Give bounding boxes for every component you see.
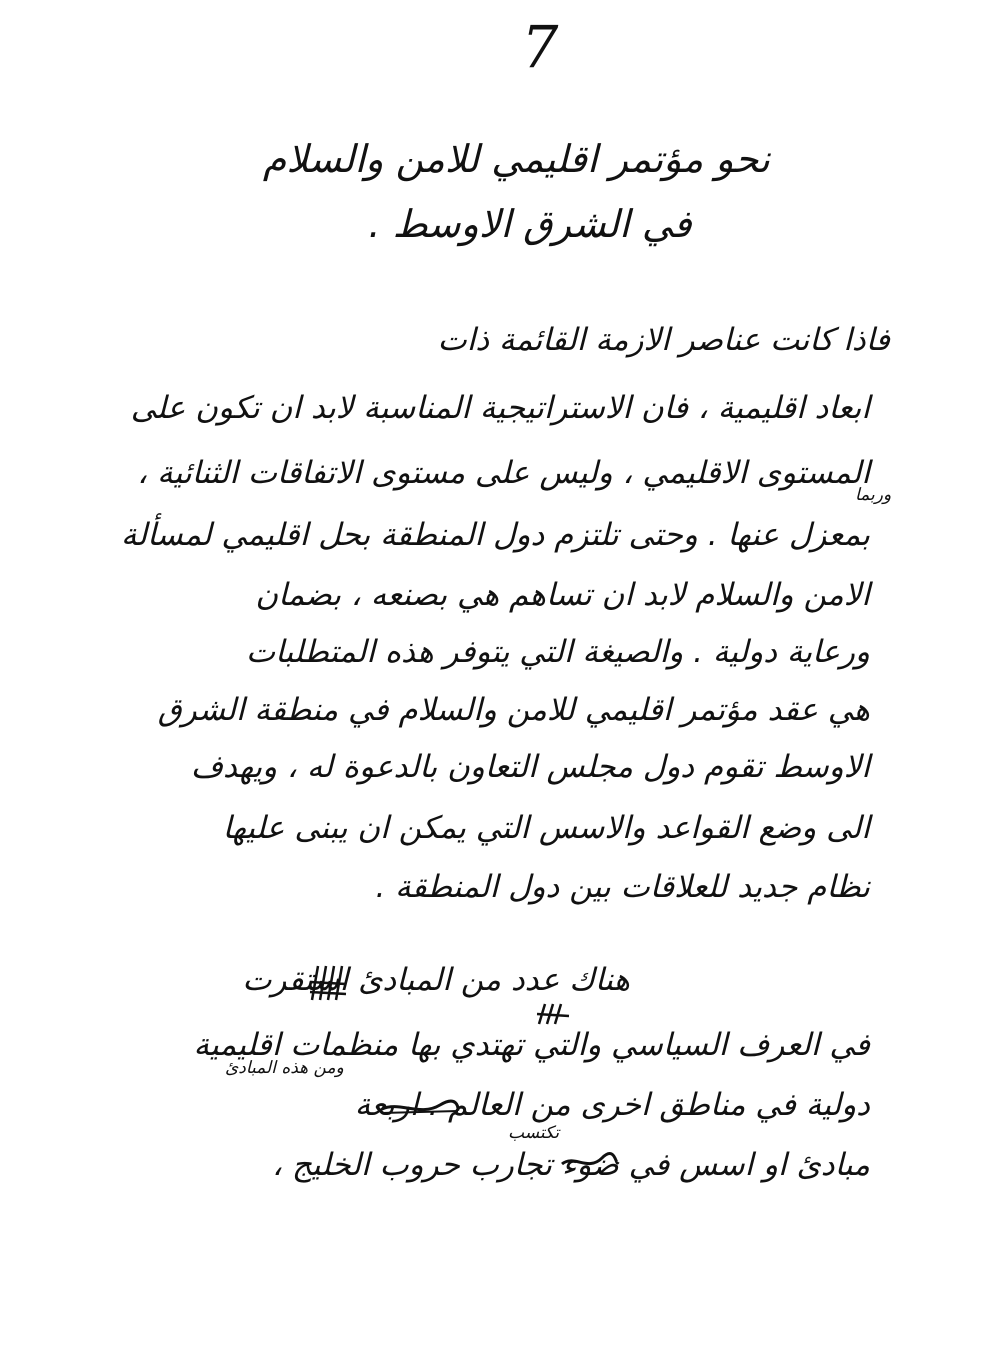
paragraph1-line-1: فاذا كانت عناصر الازمة القائمة ذات xyxy=(437,322,890,358)
title-line-1: نحو مؤتمر اقليمي للامن والسلام xyxy=(262,137,770,181)
paragraph1-line-7: هي عقد مؤتمر اقليمي للامن والسلام في منطقة الشرق xyxy=(157,692,870,728)
paragraph1-line-9: الى وضع القواعد والاسس التي يمكن ان يبنى عليها xyxy=(222,810,870,846)
paragraph2-line-2: في العرف السياسي والتي تهتدي بها منظمات اقليمية xyxy=(193,1027,870,1063)
paragraph2-line-4: مبادئ او اسس في ضوء تجارب حروب الخليج ، xyxy=(272,1147,870,1183)
paragraph2-insertion-1: ومن هذه المبادئ xyxy=(225,1058,344,1078)
paragraph1-line-6: ورعاية دولية . والصيغة التي يتوفر هذه المتطلبات xyxy=(245,634,870,670)
strike-through-mark xyxy=(560,1148,620,1178)
paragraph1-line-10: نظام جديد للعلاقات بين دول المنطقة . xyxy=(375,869,870,905)
paragraph1-line-5: الامن والسلام لابد ان تساهم هي بصنعه ، بضمان xyxy=(255,577,870,613)
paragraph1-insertion: وربما xyxy=(855,485,892,505)
strike-through-mark xyxy=(380,1095,460,1121)
paragraph1-line-4: بمعزل عنها . وحتى تلتزم دول المنطقة بحل اقليمي لمسألة xyxy=(121,517,870,553)
scribble-cross-out xyxy=(535,1000,571,1028)
paragraph2-insertion-2: تكتسب xyxy=(508,1123,560,1143)
page-number: 7 xyxy=(521,13,559,81)
paragraph1-line-3: المستوى الاقليمي ، وليس على مستوى الاتفاقات الثنائية ، xyxy=(137,455,870,491)
paragraph2-line-1: هناك عدد من المبادئ استقرت xyxy=(242,962,630,998)
title-line-2: في الشرق الاوسط . xyxy=(368,202,692,246)
paragraph1-line-2: ابعاد اقليمية ، فان الاستراتيجية المناسبة لابد ان تكون على xyxy=(130,390,870,426)
paragraph2-line-3: دولية في مناطق اخرى من العالم . اربعة xyxy=(354,1087,870,1123)
paragraph1-line-8: الاوسط تقوم دول مجلس التعاون بالدعوة له ، ويهدف xyxy=(190,749,870,785)
scribble-cross-out xyxy=(308,962,348,1004)
